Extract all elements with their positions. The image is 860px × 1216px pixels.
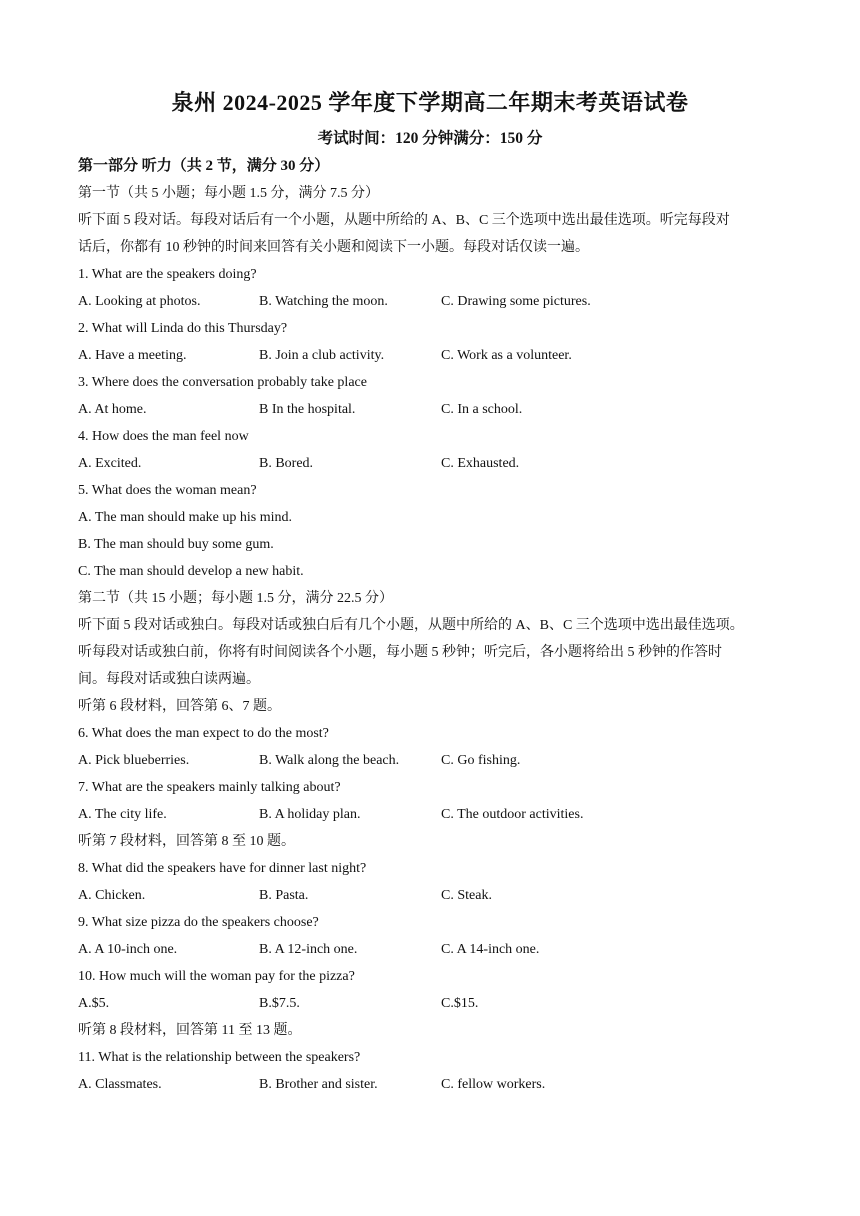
question-stem: 10. How much will the woman pay for the pizza? xyxy=(78,969,355,984)
section2-instruction-line3: 间。每段对话或独白读两遍。 xyxy=(78,672,260,687)
section1-heading: 第一节（共 5 小题；每小题 1.5 分，满分 7.5 分） xyxy=(78,186,379,201)
material-7-note: 听第 7 段材料，回答第 8 至 10 题。 xyxy=(78,834,295,849)
option-a: A. A 10-inch one. xyxy=(78,942,178,957)
option-a: A. Pick blueberries. xyxy=(78,753,190,768)
option-a: A. Excited. xyxy=(78,456,142,471)
question-options xyxy=(78,882,788,909)
material-6-note: 听第 6 段材料，回答第 6、7 题。 xyxy=(78,699,281,714)
option-c: C. In a school. xyxy=(441,402,523,417)
option-b: B. Join a club activity. xyxy=(259,348,385,363)
option-c: C.$15. xyxy=(441,996,479,1011)
question-options xyxy=(78,1071,788,1098)
option-c: C. Work as a volunteer. xyxy=(441,348,572,363)
option-a: A. Classmates. xyxy=(78,1077,162,1092)
question-stem: 2. What will Linda do this Thursday? xyxy=(78,321,288,336)
option-c: C. fellow workers. xyxy=(441,1077,546,1092)
question-options xyxy=(78,747,788,774)
question-options xyxy=(78,450,788,477)
option-b: B. Bored. xyxy=(259,456,314,471)
option-a: A. The man should make up his mind. xyxy=(78,510,292,525)
option-b: B. Walk along the beach. xyxy=(259,753,400,768)
question-stem: 9. What size pizza do the speakers choose? xyxy=(78,915,319,930)
option-b: B. The man should buy some gum. xyxy=(78,537,274,552)
section1-instruction-line2: 话后，你都有 10 秒钟的时间来回答有关小题和阅读下一小题。每段对话仅读一遍。 xyxy=(78,240,589,255)
exam-subtitle: 考试时间：120 分钟满分：150 分 xyxy=(317,130,543,147)
question-stem: 8. What did the speakers have for dinner last night? xyxy=(78,861,367,876)
material-8-note: 听第 8 段材料，回答第 11 至 13 题。 xyxy=(78,1023,302,1038)
question-stem: 1. What are the speakers doing? xyxy=(78,267,257,282)
option-a: A.$5. xyxy=(78,996,110,1011)
part1-heading: 第一部分 听力（共 2 节，满分 30 分） xyxy=(78,158,330,174)
exam-title: 泉州 2024-2025 学年度下学期高二年期末考英语试卷 xyxy=(171,90,689,115)
section2-heading: 第二节（共 15 小题；每小题 1.5 分，满分 22.5 分） xyxy=(78,591,393,606)
option-a: A. Have a meeting. xyxy=(78,348,187,363)
question-options xyxy=(78,936,788,963)
option-c: C. Drawing some pictures. xyxy=(441,294,591,309)
question-options xyxy=(78,396,788,423)
option-c: C. The outdoor activities. xyxy=(441,807,584,822)
question-stem: 4. How does the man feel now xyxy=(78,429,249,444)
exam-body xyxy=(78,152,788,1098)
option-a: A. Looking at photos. xyxy=(78,294,201,309)
option-c: C. Go fishing. xyxy=(441,753,521,768)
option-c: C. Exhausted. xyxy=(441,456,520,471)
option-c: C. The man should develop a new habit. xyxy=(78,564,304,579)
option-b: B. Watching the moon. xyxy=(259,294,388,309)
option-a: A. At home. xyxy=(78,402,147,417)
option-a: A. Chicken. xyxy=(78,888,146,903)
question-stem: 5. What does the woman mean? xyxy=(78,483,257,498)
question-options xyxy=(78,342,788,369)
section2-instruction-line1: 听下面 5 段对话或独白。每段对话或独白后有几个小题，从题中所给的 A、B、C 三个选项中选出最佳选项。 xyxy=(78,618,744,633)
option-b: B.$7.5. xyxy=(259,996,300,1011)
question-options xyxy=(78,990,788,1017)
option-b: B. Brother and sister. xyxy=(259,1077,378,1092)
option-b: B. Pasta. xyxy=(259,888,309,903)
section2-instruction-line2: 听每段对话或独白前，你将有时间阅读各个小题，每小题 5 秒钟；听完后，各小题将给出 5 秒钟的作答时 xyxy=(78,645,722,660)
question-stem: 6. What does the man expect to do the most? xyxy=(78,726,329,741)
question-stem: 3. Where does the conversation probably take place xyxy=(78,375,367,390)
option-a: A. The city life. xyxy=(78,807,167,822)
question-stem: 11. What is the relationship between the speakers? xyxy=(78,1050,361,1065)
option-c: C. Steak. xyxy=(441,888,492,903)
question-options xyxy=(78,801,788,828)
option-b: B In the hospital. xyxy=(259,402,356,417)
section1-instruction-line1: 听下面 5 段对话。每段对话后有一个小题，从题中所给的 A、B、C 三个选项中选出最佳选项。听完每段对 xyxy=(78,213,730,228)
question-options xyxy=(78,288,788,315)
option-c: C. A 14-inch one. xyxy=(441,942,540,957)
option-b: B. A holiday plan. xyxy=(259,807,361,822)
question-stem: 7. What are the speakers mainly talking about? xyxy=(78,780,341,795)
option-b: B. A 12-inch one. xyxy=(259,942,358,957)
